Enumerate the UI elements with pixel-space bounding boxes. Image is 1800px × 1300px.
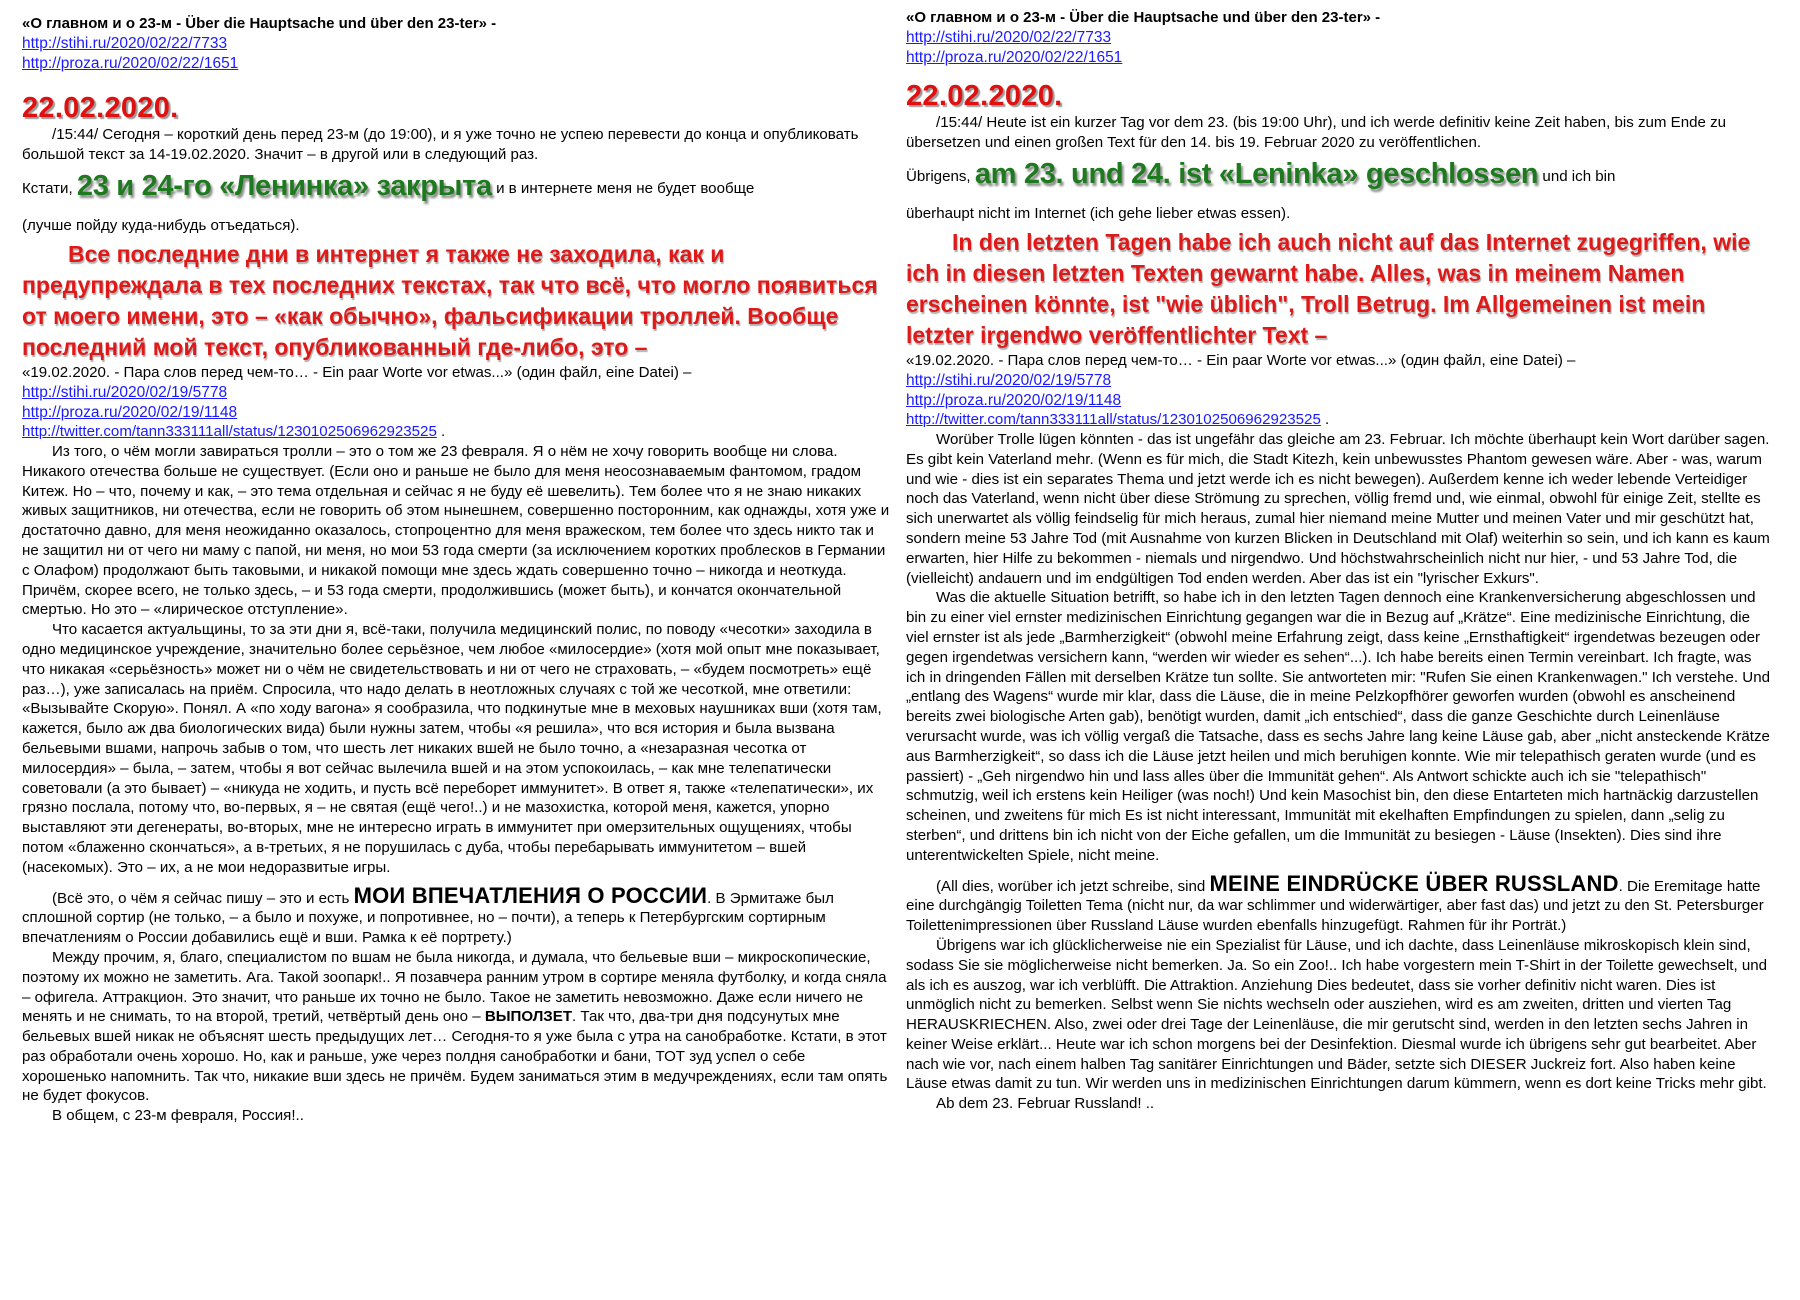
reference-twitter-line — [906, 410, 1772, 430]
reference-twitter-line — [22, 422, 892, 442]
warning-paragraph: In den letzten Tagen habe ich auch nicht auf das Internet zugegriffen, wie ich in diesen letzten Texten gewarnt habe. Alles, was in meinem Namen erscheinen könnte, ist "wie üblich", Troll Betrug. Im Allgemeinen ist mein letzter irgendwo veröffentlichter Text – — [906, 229, 1751, 349]
body-paragraph-1: Worüber Trolle lügen könnten - das ist ungefähr das gleiche am 23. Februar. Ich möchte überhaupt kein Wort darüber sagen. Es gibt kein Vaterland mehr. (Wenn es für mich, die Stadt Kitezh, kein unbewusstes Phantom gewesen wäre. Aber - was, warum und wie - dies ist ein separates Thema und jetzt werde ich es nicht bewegen). Außerdem kenne ich weder lebende Verteidiger noch das Vaterland, wenn nicht über diese Strömung zu sprechen, völlig fremd und, wie einmal, obwohl für einige Zeit, stellte es sich unerwartet als völlig feindselig für mich heraus, zumal hier niemand meine Mutter und meinen Vater und mir geschützt hat, sondern meine 53 Jahre Tod (mit Ausnahme von kurzen Blicken in Deutschland mit Olaf) weiterhin so sein, und ich kann es kaum erwarten, hier Hilfe zu bekommen - niemals und nirgendwo. Und höchstwahrscheinlich nicht nur hier, - und 53 Jahre Tod, die (vielleicht) andauern und im endgültigen Tod enden werden. Aber das ist ein "lyrischer Exkurs". — [906, 430, 1770, 587]
warning-paragraph: Все последние дни в интернет я также не заходила, как и предупреждала в тех последних текстах, так что всё, что могло появиться от моего имени, это – «как обычно», фальсификации троллей. Вообще последний мой текст, опубликованный где-либо, это – — [22, 241, 878, 361]
reference-link-proza[interactable]: http://proza.ru/2020/02/19/1148 — [906, 391, 1122, 409]
closure-highlight: 23 и 24-го «Ленинка» закрыта — [76, 169, 492, 202]
impressions-highlight: МОИ ВПЕЧАТЛЕНИЯ О РОССИИ — [353, 882, 708, 908]
closure-notice — [22, 171, 892, 204]
impressions-suffix: . В Эрмитаже был сплошной сортир (не только, – а было и похуже, и попротивнее, но – почти), а теперь к Петербургским сортирным впечатлениям о России добавились ещё и вши. Рамка к её портрету.) — [22, 889, 834, 947]
lice-text-b: . Так что, два-три дня подсунутых мне бельевых вшей никак не объяснят шесть предыдущих лет… Сегодня-то я уже была с утра на санобработке. Кстати, в этот раз обработали очень хорошо. Но, как и раньше, уже через полдня санобработки и бани, ТОТ зуд успел о себе хорошенько напомнить. Так что, никакие вши здесь не причём. Будем заниматься этим в медучреждениях, если там опять не будет фокусов. — [22, 1008, 888, 1105]
reference-link-proza[interactable]: http://proza.ru/2020/02/19/1148 — [22, 403, 238, 421]
reference-twitter-tail: . — [1325, 411, 1330, 429]
stihi-link[interactable]: http://stihi.ru/2020/02/22/7733 — [906, 29, 1112, 46]
impressions-prefix: (Всё это, о чём я сейчас пишу – это и есть — [52, 889, 350, 907]
impressions-suffix: . Die Eremitage hatte eine durchgängig Toiletten Tema (nicht nur, da war schlimmer und widerwärtiger, aber fast das) und jetzt zu den St. Petersburger Toilettenimpressionen über Russland Läuse wurden ebenfalls hinzugefügt. Rahmen für ihr Porträt.) — [906, 877, 1764, 935]
closure-continuation: (лучше пойду куда-нибудь отъедаться). — [22, 216, 300, 234]
column-divider — [896, 0, 897, 1300]
reference-title: «19.02.2020. - Пара слов перед чем-то… - Ein paar Worte vor etwas...» (один файл, eine Datei) – — [906, 352, 1576, 370]
body-paragraph-2: Was die aktuelle Situation betrifft, so habe ich in den letzten Tagen dennoch eine Krankenversicherung abgeschlossen und bin zu einer viel ernster medizinischen Einrichtung gegangen war die in Bezug auf „Krätze“. Eine medizinische Einrichtung, die viel ernster ist als jede „Barmherzigkeit“ (obwohl meine Erfahrung zeigt, dass keine „Ernsthaftigkeit“ irgendetwas bezeugen oder gegen irgendetwas versichern kann, “werden wir wieder es sehen“...). Ich habe bereits einen Termin vereinbart. Ich fragte, was ich in dringenden Fällen mit derselben Krätze tun sollte. Sie antworteten mir: "Rufen Sie einen Krankenwagen." Ich verstehe. Und „entlang des Wagens“ wurde mir klar, dass die Läuse, die in meine Pelzkopfhörer geworfen wurden (obwohl es anscheinend bereits zwei biologische Arten gab), benötigt wurden, damit „ich entschied“, dass die ganze Geschichte durch Leinenläuse verursacht wurde, was ich völlig vergaß die Tatsache, dass es sechs Jahre lang keine Läuse gab, aber „nicht ansteckende Krätze aus Barmherzigkeit“, so dass ich die Läuse jetzt heilen und mich beruhigen konnte. Wie mir telepathisch geraten wurde (und es passiert) - „Geh nirgendwo hin und lass alles über die Immunität gehen“. Als Antwort schickte auch ich sie "telepathisch" schmutzig, weil ich erstens kein Heiliger (was noch!) Und kein Masochist bin, den diese Entarteten mich hartnäckig darzustellen scheinen, und zweitens für mich Es ist nicht interessant, Immunität mit ekelhaften Empfindungen zu spielen, dann „selig zu sterben“, und drittens bin ich nicht von der Eiche gefallen, um die Immunität zu besiegen - Läuse (Insekten). Dies sind ihre unterentwickelten Spiele, nicht meine. — [906, 589, 1770, 864]
header-title: «О главном и о 23-м - Über die Hauptsache und über den 23-ter» - — [906, 9, 1381, 26]
lice-text-a: Между прочим, я, благо, специалистом по вшам не была никогда, и думала, что бельевые вши – микроскопические, поэтому их можно не заметить. Ага. Такой зоопарк!.. Я позавчера ранним утром в сортире меняла футболку, и когда сняла – офигела. Аттракцион. Это значит, что раньше их точно не было. Такое не заметить невозможно. Даже если ничего не менять и не снимать, то на второй, третий, четвёртый день оно – — [22, 948, 887, 1026]
lice-emphasis: ВЫПОЛЗЕТ — [484, 1008, 573, 1026]
reference-link-stihi[interactable]: http://stihi.ru/2020/02/19/5778 — [22, 384, 228, 402]
body-paragraph-3 — [22, 882, 892, 948]
closure-suffix: und ich bin — [1542, 167, 1616, 185]
closure-prefix: Übrigens, — [906, 167, 971, 185]
impressions-prefix: (All dies, worüber ich jetzt schreibe, sind — [936, 877, 1206, 895]
closure-prefix: Кстати, — [22, 179, 73, 197]
closing-line: Ab dem 23. Februar Russland! .. — [936, 1095, 1155, 1113]
proza-link[interactable]: http://proza.ru/2020/02/22/1651 — [906, 48, 1123, 66]
date-heading: 22.02.2020. — [22, 92, 179, 124]
intro-paragraph: /15:44/ Heute ist ein kurzer Tag vor dem 23. (bis 19:00 Uhr), und ich werde definitiv keine Zeit haben, bis zum Ende zu übersetzen und einen großen Text für den 14. bis 19. Februar 2020 zu veröffentlichen. — [906, 114, 1727, 151]
reference-title: «19.02.2020. - Пара слов перед чем-то… - Ein paar Worte vor etwas...» (один файл, eine Datei) – — [22, 364, 692, 382]
german-column — [906, 8, 1772, 1293]
stihi-link[interactable]: http://stihi.ru/2020/02/22/7733 — [22, 35, 228, 52]
closure-highlight: am 23. und 24. ist «Leninka» geschlossen — [974, 157, 1539, 190]
closure-suffix: и в интернете меня не будет вообще — [496, 179, 755, 197]
date-heading: 22.02.2020. — [906, 80, 1063, 112]
reference-link-stihi[interactable]: http://stihi.ru/2020/02/19/5778 — [906, 372, 1112, 390]
body-paragraph-2: Что касается актуальщины, то за эти дни я, всё-таки, получила медицинский полис, по поводу «чесотки» заходила в одно медицинское учреждение, значительно более серьёзное, чем любое «милосердие» (хотя мой опыт мне показывает, что никакая «серьёзность» может ни о чём не свидетельствовать и ни от чего не страховать, – «будем посмотреть» ещё раз…), уже записалась на приём. Спросила, что надо делать в неотложных случаях с той же чесоткой, мне ответили: «Вызывайте Скорую». Понял. А «по ходу вагона» я сообразила, что подкинутые мне в меховых наушниках вши (хотя там, кажется, было аж два биологических вида) были нужны затем, чтобы «я решила», что вся история и была вызвана бельевыми вшами, напрочь забыв о том, что шесть лет никаких вшей не было точно, а «незаразная чесотка от милосердия» – была, – затем, чтобы я вот сейчас вылечила вшей и на этом успокоилась, – как мне телепатически советовали (а это бывает) – «никуда не ходить, и пусть всё переборет иммунитет». В ответ я, также «телепатически», их грязно послала, потому что, во-первых, я – не святая (ещё чего!..) и не мазохистка, которой меня, кажется, упорно выставляют эти дегенераты, во-вторых, мне не интересно играть в иммунитет при омерзительных ощущениях, чтобы потом «блаженно скончаться», а в-третьих, я не порушилась с дуба, чтобы перебарывать иммунитетом – вшей (насекомых). Это – их, а не мои недоразвитые игры. — [22, 621, 882, 876]
russian-column — [22, 8, 892, 1293]
reference-twitter-tail: . — [441, 423, 446, 441]
body-paragraph-4: Übrigens war ich glücklicherweise nie ein Spezialist für Läuse, und ich dachte, dass Leinenläuse mikroskopisch klein sind, sodass Sie sie möglicherweise nicht bemerken. Ja. So ein Zoo!.. Ich habe vorgestern mein T-Shirt in der Toilette gewechselt, und als ich es auszog, war ich verblüfft. Die Attraktion. Anziehung Dies bedeutet, dass sie vorher definitiv nicht waren. Dies ist unmöglich nicht zu bemerken. Selbst wenn Sie nichts wechseln oder ausziehen, wird es am zweiten, dritten und vierten Tag HERAUSKRIECHEN. Also, zwei oder drei Tage der Leinenläuse, die mir gerutscht sind, werden in den letzten sechs Jahren in keiner Weise erklärt... Heute war ich schon morgens bei der Desinfektion. Diesmal wurde ich übrigens sehr gut bearbeitet. Aber nach wie vor, nach einem halben Tag sanitärer Einrichtungen und Bäder, setzte sich DIESER Juckreiz fort. Also haben keine Läuse etwas damit zu tun. Wir werden uns in medizinischen Einrichtungen darum kümmern, wenn es dort keine Tricks mehr gibt. — [906, 936, 1768, 1093]
closing-line: В общем, с 23-м февраля, Россия!.. — [52, 1107, 304, 1125]
reference-link-twitter[interactable]: http://twitter.com/tann333111all/status/1230102506962923525 — [22, 423, 437, 441]
body-paragraph-3 — [906, 870, 1772, 936]
header-title: «О главном и о 23-м - Über die Hauptsache und über den 23-ter» - — [22, 15, 497, 32]
body-paragraph-4 — [22, 948, 892, 1106]
proza-link[interactable]: http://proza.ru/2020/02/22/1651 — [22, 54, 239, 72]
intro-paragraph: /15:44/ Сегодня – короткий день перед 23-м (до 19:00), и я уже точно не успею перевести до конца и опубликовать большой текст за 14-19.02.2020. Значит – в другой или в следующий раз. — [22, 126, 859, 163]
impressions-highlight: MEINE EINDRÜCKE ÜBER RUSSLAND — [1209, 870, 1619, 896]
closure-notice — [906, 159, 1772, 192]
body-paragraph-1: Из того, о чём могли завираться тролли – это о том же 23 февраля. Я о нём не хочу говорить вообще ни слова. Никакого отечества больше не существует. (Если оно и раньше не было для меня неосознаваемым фантомом, градом Китеж. Но – что, почему и как, – это тема отдельная и сейчас я не буду её шевелить). Тем более что я не знаю никаких живых защитников, ни отечества, если не говорить об этом нынешнем, совершенно посторонним, как однажды, хотя уже и достаточно давно, для меня неожиданно оказалось, стопроцентно для меня вражеском, тем более что здесь никто так и не защитил ни от чего ни маму с папой, ни меня, но мои 53 года смерти (за исключением коротких проблесков в Германии с Олафом) продолжают быть таковыми, и никакой помощи мне здесь ждать совершенно точно – никогда и неоткуда. Причём, скорее всего, не только здесь, – и 53 года смерти, продолжившись (может быть), и кончатся окончательной смертью. Но это – «лирическое отступление». — [22, 442, 890, 619]
closure-continuation: überhaupt nicht im Internet (ich gehe lieber etwas essen). — [906, 204, 1291, 222]
reference-link-twitter[interactable]: http://twitter.com/tann333111all/status/1230102506962923525 — [906, 411, 1321, 429]
